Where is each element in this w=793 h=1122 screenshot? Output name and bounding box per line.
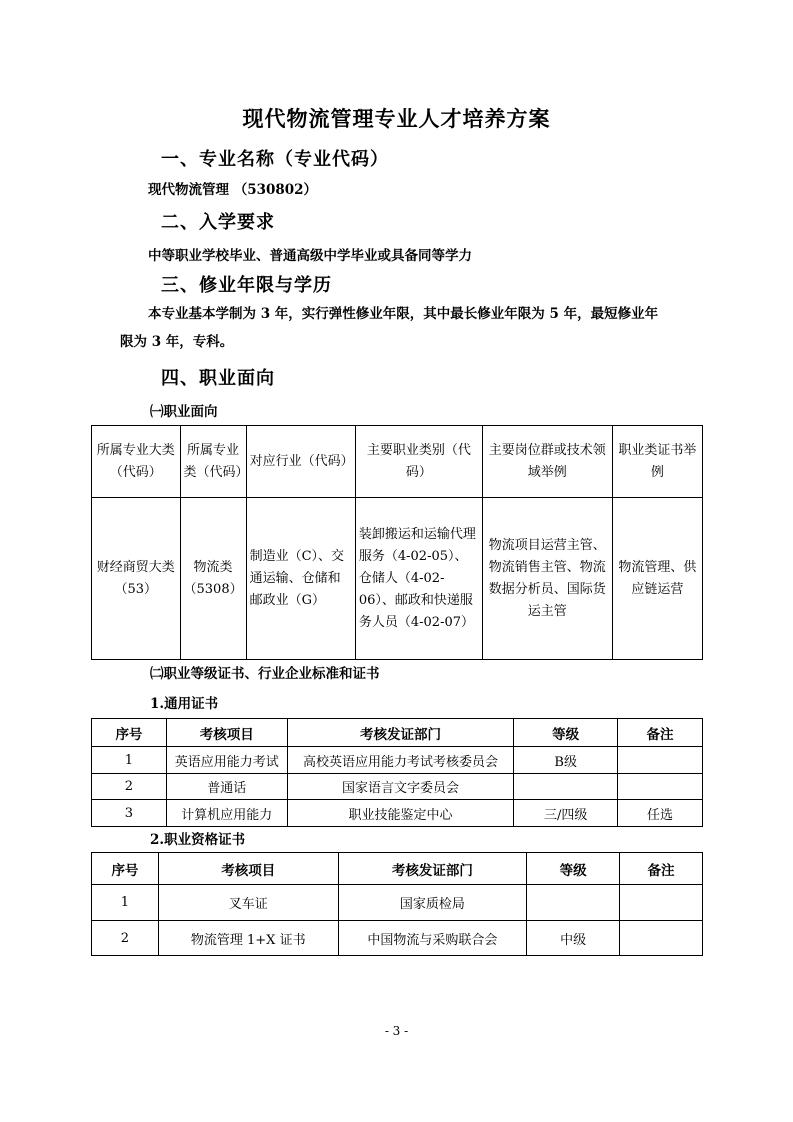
table-cell: 物流管理、供应链运营 <box>612 498 702 660</box>
table-cell: 装卸搬运和运输代理服务（4-02-05）、仓储人（4-02-06）、邮政和快递服务人员（4-02-07） <box>355 498 482 660</box>
table-cell: 财经商贸大类（53） <box>92 498 181 660</box>
table-cell: 物流管理 1+X 证书 <box>158 921 338 956</box>
table-cell: 叉车证 <box>158 885 338 921</box>
table-header-row <box>92 426 703 498</box>
table-cell: 职业技能鉴定中心 <box>287 800 514 827</box>
header-cell: 主要职业类别（代码） <box>355 426 482 498</box>
qualification-certificates-table <box>91 852 703 956</box>
table-row <box>92 885 703 921</box>
table-cell: 计算机应用能力 <box>166 800 287 827</box>
table-cell: 普通话 <box>166 774 287 800</box>
table-cell: 2 <box>92 921 159 956</box>
duration-text-line1: 本专业基本学制为 3 年，实行弹性修业年限，其中最长修业年限为 5 年，最短修业年 <box>148 306 659 322</box>
table-cell <box>514 774 618 800</box>
header-cell: 考核发证部门 <box>338 853 527 885</box>
header-cell: 对应行业（代码） <box>246 426 355 498</box>
table-row <box>92 498 703 660</box>
header-cell: 考核发证部门 <box>287 719 514 747</box>
duration-text-line2: 限为 3 年，专科。 <box>120 334 234 350</box>
admission-requirement: 中等职业学校毕业、普通高级中学毕业或具备同等学力 <box>148 248 472 264</box>
table-cell: 任选 <box>618 800 703 827</box>
table-cell: 2 <box>92 774 167 800</box>
table-cell <box>618 747 703 774</box>
table-cell: 中级 <box>527 921 620 956</box>
table-cell <box>620 921 703 956</box>
table-row <box>92 747 703 774</box>
header-cell: 序号 <box>92 853 159 885</box>
table-cell <box>620 885 703 921</box>
career-orientation-subheading: ㈠职业面向 <box>150 404 218 420</box>
table-cell: 高校英语应用能力考试考核委员会 <box>287 747 514 774</box>
table-cell: 制造业（C）、交通运输、仓储和邮政业（G） <box>246 498 355 660</box>
certificates-subheading: ㈡职业等级证书、行业企业标准和证书 <box>150 666 380 682</box>
table-cell: 3 <box>92 800 167 827</box>
table-row <box>92 774 703 800</box>
major-name-code: 现代物流管理 （530802） <box>148 182 318 198</box>
table-row <box>92 800 703 827</box>
qualification-certificates-heading: 2.职业资格证书 <box>150 832 246 848</box>
table-cell: 中国物流与采购联合会 <box>338 921 527 956</box>
table-cell: 国家质检局 <box>338 885 527 921</box>
table-cell: B级 <box>514 747 618 774</box>
section-3-heading: 三、修业年限与学历 <box>161 275 332 296</box>
table-cell: 物流项目运营主管、物流销售主管、物流数据分析员、国际货运主管 <box>482 498 612 660</box>
page-title: 现代物流管理专业人才培养方案 <box>242 106 551 131</box>
table-header-row <box>92 853 703 885</box>
header-cell: 职业类证书举例 <box>612 426 702 498</box>
section-2-heading: 二、入学要求 <box>161 212 275 233</box>
general-certificates-heading: 1.通用证书 <box>150 696 219 712</box>
career-orientation-table <box>91 425 703 660</box>
section-1-heading: 一、专业名称（专业代码） <box>161 149 389 170</box>
table-cell <box>527 885 620 921</box>
header-cell: 考核项目 <box>166 719 287 747</box>
header-cell: 备注 <box>618 719 703 747</box>
section-4-heading: 四、职业面向 <box>161 368 275 389</box>
table-cell: 国家语言文字委员会 <box>287 774 514 800</box>
header-cell: 等级 <box>527 853 620 885</box>
table-row <box>92 921 703 956</box>
header-cell: 备注 <box>620 853 703 885</box>
table-cell <box>618 774 703 800</box>
page-number: - 3 - <box>384 1024 409 1038</box>
table-cell: 物流类（5308） <box>180 498 246 660</box>
header-cell: 序号 <box>92 719 167 747</box>
header-cell: 所属专业大类（代码） <box>92 426 181 498</box>
table-cell: 英语应用能力考试 <box>166 747 287 774</box>
header-cell: 等级 <box>514 719 618 747</box>
header-cell: 考核项目 <box>158 853 338 885</box>
header-cell: 所属专业类（代码） <box>180 426 246 498</box>
table-cell: 1 <box>92 885 159 921</box>
table-cell: 1 <box>92 747 167 774</box>
general-certificates-table <box>91 718 703 827</box>
table-cell: 三/四级 <box>514 800 618 827</box>
table-header-row <box>92 719 703 747</box>
header-cell: 主要岗位群或技术领域举例 <box>482 426 612 498</box>
